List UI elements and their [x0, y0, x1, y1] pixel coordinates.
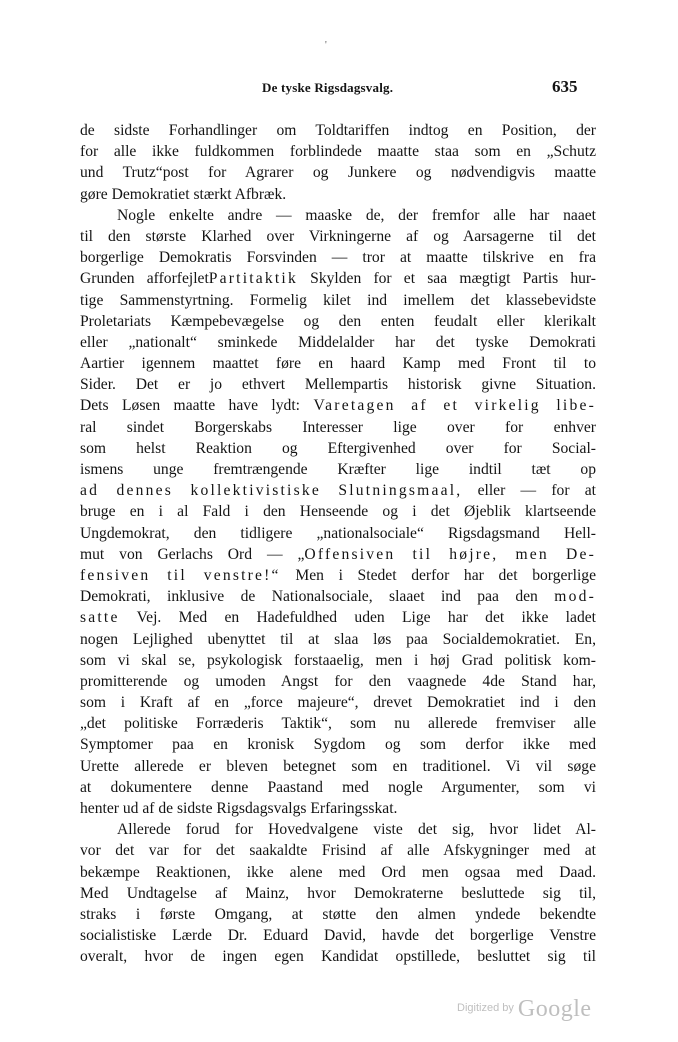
digitized-label: Digitized by [457, 1002, 514, 1014]
text-line [80, 586, 596, 607]
text-line: for alle ikke fuldkommen forblindede maatte staa som en „Schutz [80, 143, 596, 161]
spaced-word: mod- [554, 588, 596, 606]
spaced-phrase: ad dennes kollektivistiske Slutningsmaal, [80, 482, 463, 500]
spaced-word: Partitaktik [208, 270, 298, 288]
text-fragment: Men i Stedet derfor har det borgerlige [280, 566, 596, 584]
text-fragment: eller — for at [462, 482, 596, 500]
text-line: borgerlige Demokratis Forsvinden — tror at maatte tilskrive en fra [80, 249, 596, 267]
text-line: promitterende og umoden Angst for den vaagnede 4de Stand har, [80, 672, 596, 690]
text-line [80, 565, 596, 586]
text-line [80, 268, 596, 289]
text-line: Ungdemokrat, den tidligere „nationalsociale“ Rigsdagsmand Hell- [80, 524, 596, 542]
text-line: tige Sammenstyrtning. Formelig kilet ind imellem det klassebevidste [80, 291, 596, 309]
text-line: de sidste Forhandlinger om Toldtariffen indtog en Position, der [80, 122, 596, 139]
text-line: socialistiske Lærde Dr. Eduard David, havde det borgerlige Venstre [80, 927, 596, 945]
spaced-phrase: Offensiven til højre, men De- [304, 545, 596, 563]
text-line: bruge en i al Fald i den Henseende og i det Øjeblik klartseende [80, 503, 596, 521]
page-number: 635 [552, 77, 578, 96]
text-line: som vi skal se, psykologisk forstaaelig, men i høj Grad politisk kom- [80, 651, 596, 669]
text-line: til den største Klarhed over Virkningerne af og Aarsagerne til det [80, 227, 596, 245]
body-text [80, 120, 596, 968]
text-line [80, 395, 596, 416]
text-fragment: Demokrati, inklusive de Nationalsociale, slaaet ind paa den [80, 588, 555, 606]
text-line: Nogle enkelte andre — maaske de, der fremfor alle har naaet [117, 206, 596, 224]
text-line: overalt, hvor de ingen egen Kandidat opstillede, besluttet sig til [80, 948, 596, 966]
text-line: Sider. Det er jo ethvert Mellempartis historisk givne Situation. [80, 376, 596, 394]
spaced-word: satte [80, 609, 120, 627]
text-fragment: Dets Løsen maatte have lydt: [80, 397, 314, 415]
text-line: Urette allerede er bleven betegnet som en traditionel. Vi vil søge [80, 757, 596, 775]
text-fragment: Grunden afforfejlet [80, 270, 209, 288]
spaced-line: som helst Reaktion og Eftergivenhed over for Social- [80, 439, 596, 457]
google-watermark [457, 996, 592, 1023]
text-line: Med Undtagelse af Mainz, hvor Demokraterne besluttede sig til, [80, 884, 596, 902]
spaced-line: ismens unge fremtrængende Kræfter lige indtil tæt op [80, 461, 596, 478]
google-logo: Google [517, 996, 592, 1022]
running-head: De tyske Rigsdagsvalg. [262, 80, 394, 95]
text-line: vor det var for det saakaldte Frisind af alle Afskygninger med at [80, 842, 596, 860]
text-line: Allerede forud for Hovedvalgene viste det sig, hvor lidet Al- [117, 821, 596, 839]
text-line: gøre Demokratiet stærkt Afbræk. [80, 185, 287, 203]
stray-mark: ' [325, 40, 327, 51]
text-line: Proletariats Kæmpebevægelse og den enten feudalt eller klerikalt [80, 312, 596, 330]
text-line: som i Kraft af en „force majeure“, drevet Demokratiet ind i den [80, 694, 596, 712]
text-line: und Trutz“post for Agrarer og Junkere og nødvendigvis maatte [80, 164, 596, 182]
spaced-phrase: fensiven til venstre!“ [80, 566, 281, 584]
text-line: Symptomer paa en kronisk Sygdom og som derfor ikke med [80, 736, 596, 754]
text-line: eller „nationalt“ sminkede Middelalder har det tyske Demokrati [80, 333, 596, 351]
text-line: at dokumentere denne Paastand med nogle Argumenter, som vi [80, 778, 596, 796]
text-line: henter ud af de sidste Rigsdagsvalgs Erfaringsskat. [80, 800, 398, 817]
text-fragment: Skylden for et saa mægtigt Partis hur- [297, 270, 596, 288]
text-line [80, 480, 596, 501]
text-line: bekæmpe Reaktionen, ikke alene med Ord men ogsaa med Daad. [80, 863, 596, 881]
text-line: nogen Lejlighed ubenyttet til at slaa løs paa Socialdemokratiet. En, [80, 630, 596, 648]
spaced-phrase: Varetagen af et virkelig libe- [313, 397, 596, 415]
text-line: straks i første Omgang, at støtte den almen yndede bekendte [80, 905, 596, 923]
text-line: „det politiske Forræderis Taktik“, som nu allerede fremviser alle [80, 715, 596, 733]
text-fragment: mut von Gerlachs Ord — „ [80, 545, 305, 563]
text-line: Aartier igennem maattet føre en haard Kamp med Front til to [80, 355, 596, 373]
text-line [80, 544, 596, 565]
spaced-line: ral sindet Borgerskabs Interesser lige over for enhver [80, 418, 596, 436]
text-line [80, 607, 596, 628]
text-fragment: Vej. Med en Hadefuldhed uden Lige har det ikke ladet [119, 609, 596, 627]
